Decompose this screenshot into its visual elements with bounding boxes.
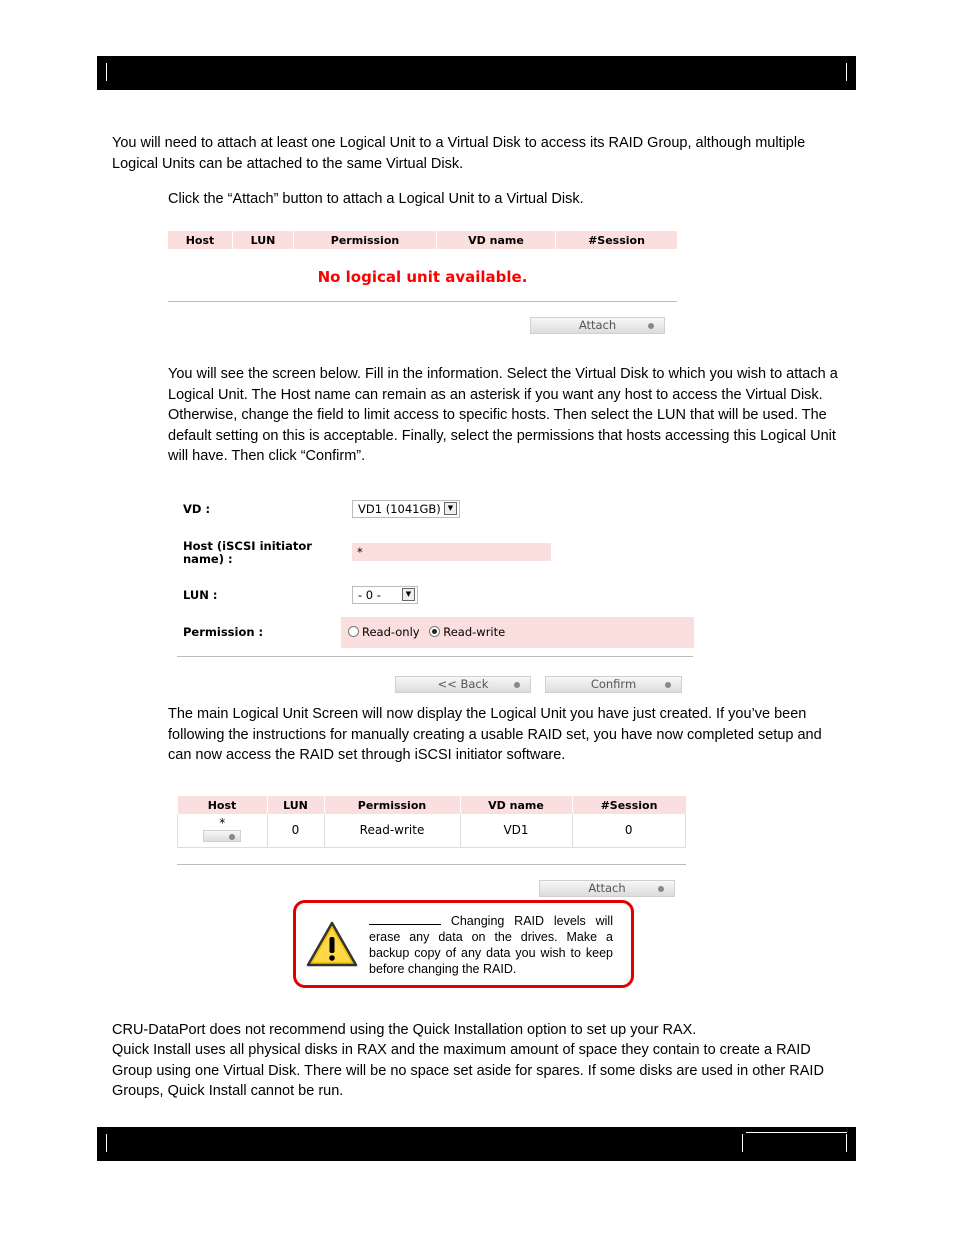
attach-label: Attach bbox=[588, 881, 626, 895]
lun-select[interactable] bbox=[352, 586, 418, 604]
warning-icon bbox=[306, 920, 358, 968]
attach-instruction: Click the “Attach” button to attach a Logical Unit to a Virtual Disk. bbox=[168, 191, 584, 207]
lun-select-value: - 0 - bbox=[358, 588, 381, 602]
attach-button[interactable] bbox=[530, 317, 665, 334]
permission-group bbox=[341, 617, 694, 648]
lun-label: LUN : bbox=[183, 588, 218, 602]
warning-box bbox=[293, 900, 634, 988]
dropdown-arrow-icon: ▼ bbox=[402, 588, 415, 601]
cell-session: 0 bbox=[572, 814, 686, 847]
vd-label: VD : bbox=[183, 502, 211, 516]
header-bar bbox=[97, 56, 856, 90]
col-lun: LUN bbox=[267, 796, 324, 814]
radio-selected-icon bbox=[429, 626, 440, 637]
radio-read-write[interactable]: Read-write bbox=[429, 625, 505, 639]
form-instructions: You will see the screen below. Fill in the information. Select the Virtual Disk to which you wish to attach a Logical Unit. The Host name can remain as an asterisk if you want any host to access the Virtual Disk. Otherwise, change the field to limit access to specific hosts. Then select the LUN that will be used. The default setting on this is acceptable. Finally, select the permissions that hosts accessing this Logical Unit will have. Then click “Confirm”. bbox=[168, 366, 838, 464]
radio-icon bbox=[348, 626, 359, 637]
closing-paragraph: Quick Install uses all physical disks in RAX and the maximum amount of space they contain to create a RAID Group using one Virtual Disk. There will be no space set aside for spares. If some disks are used in other RAID Groups, Quick Install cannot be run. bbox=[112, 1042, 824, 1099]
button-dot-icon bbox=[658, 886, 664, 892]
vd-select[interactable] bbox=[352, 500, 460, 518]
footer-bar bbox=[97, 1127, 856, 1161]
col-session: #Session bbox=[572, 796, 686, 814]
vd-select-value: VD1 (1041GB) bbox=[358, 502, 441, 516]
attach-label: Attach bbox=[578, 318, 617, 332]
col-vd-name: VD name bbox=[460, 796, 572, 814]
col-host: Host bbox=[168, 231, 233, 249]
dropdown-arrow-icon: ▼ bbox=[444, 502, 457, 515]
result-paragraph: The main Logical Unit Screen will now display the Logical Unit you have just created. If you’ve been following the instructions for manually creating a usable RAID set, you have now completed setup and can now access the RAID set through iSCSI initiator software. bbox=[168, 706, 822, 763]
col-permission: Permission bbox=[324, 796, 460, 814]
cell-vd-name: VD1 bbox=[460, 814, 572, 847]
host-input-value: * bbox=[357, 545, 363, 559]
confirm-button[interactable] bbox=[545, 676, 682, 693]
lu-table-filled bbox=[177, 796, 686, 848]
back-label: << Back bbox=[437, 677, 489, 691]
col-vd-name: VD name bbox=[437, 231, 556, 249]
permission-label: Permission : bbox=[183, 625, 264, 639]
divider bbox=[177, 864, 686, 865]
host-button[interactable] bbox=[203, 830, 241, 842]
back-button[interactable] bbox=[395, 676, 531, 693]
col-lun: LUN bbox=[233, 231, 294, 249]
col-permission: Permission bbox=[294, 231, 437, 249]
warning-underline bbox=[369, 912, 441, 925]
intro-paragraph: You will need to attach at least one Logical Unit to a Virtual Disk to access its RAID Group, although multiple Logical Units can be attached to the same Virtual Disk. bbox=[112, 135, 806, 172]
table-row bbox=[178, 814, 686, 847]
cell-lun: 0 bbox=[267, 814, 324, 847]
cell-permission: Read-write bbox=[324, 814, 460, 847]
col-host: Host bbox=[178, 796, 268, 814]
divider bbox=[168, 301, 677, 302]
lu-table-empty bbox=[168, 231, 677, 249]
footer-page-tab bbox=[746, 1132, 847, 1133]
empty-message: No logical unit available. bbox=[317, 268, 528, 286]
warning-text: Changing RAID levels will erase any data on the drives. Make a backup copy of any data you wish to keep before changing the RAID. bbox=[369, 914, 613, 976]
button-dot-icon bbox=[648, 323, 654, 329]
cell-host: * bbox=[178, 814, 268, 847]
radio-read-only[interactable]: Read-only bbox=[348, 625, 420, 639]
host-input[interactable] bbox=[352, 543, 551, 561]
button-dot-icon bbox=[665, 682, 671, 688]
host-label: Host (iSCSI initiator name) : bbox=[183, 539, 312, 566]
button-dot-icon bbox=[229, 834, 235, 840]
col-session: #Session bbox=[556, 231, 678, 249]
confirm-label: Confirm bbox=[590, 677, 637, 691]
closing-line: CRU-DataPort does not recommend using the Quick Installation option to set up your RAX. bbox=[112, 1022, 697, 1038]
button-dot-icon bbox=[514, 682, 520, 688]
divider bbox=[177, 656, 693, 657]
attach-button[interactable] bbox=[539, 880, 675, 897]
